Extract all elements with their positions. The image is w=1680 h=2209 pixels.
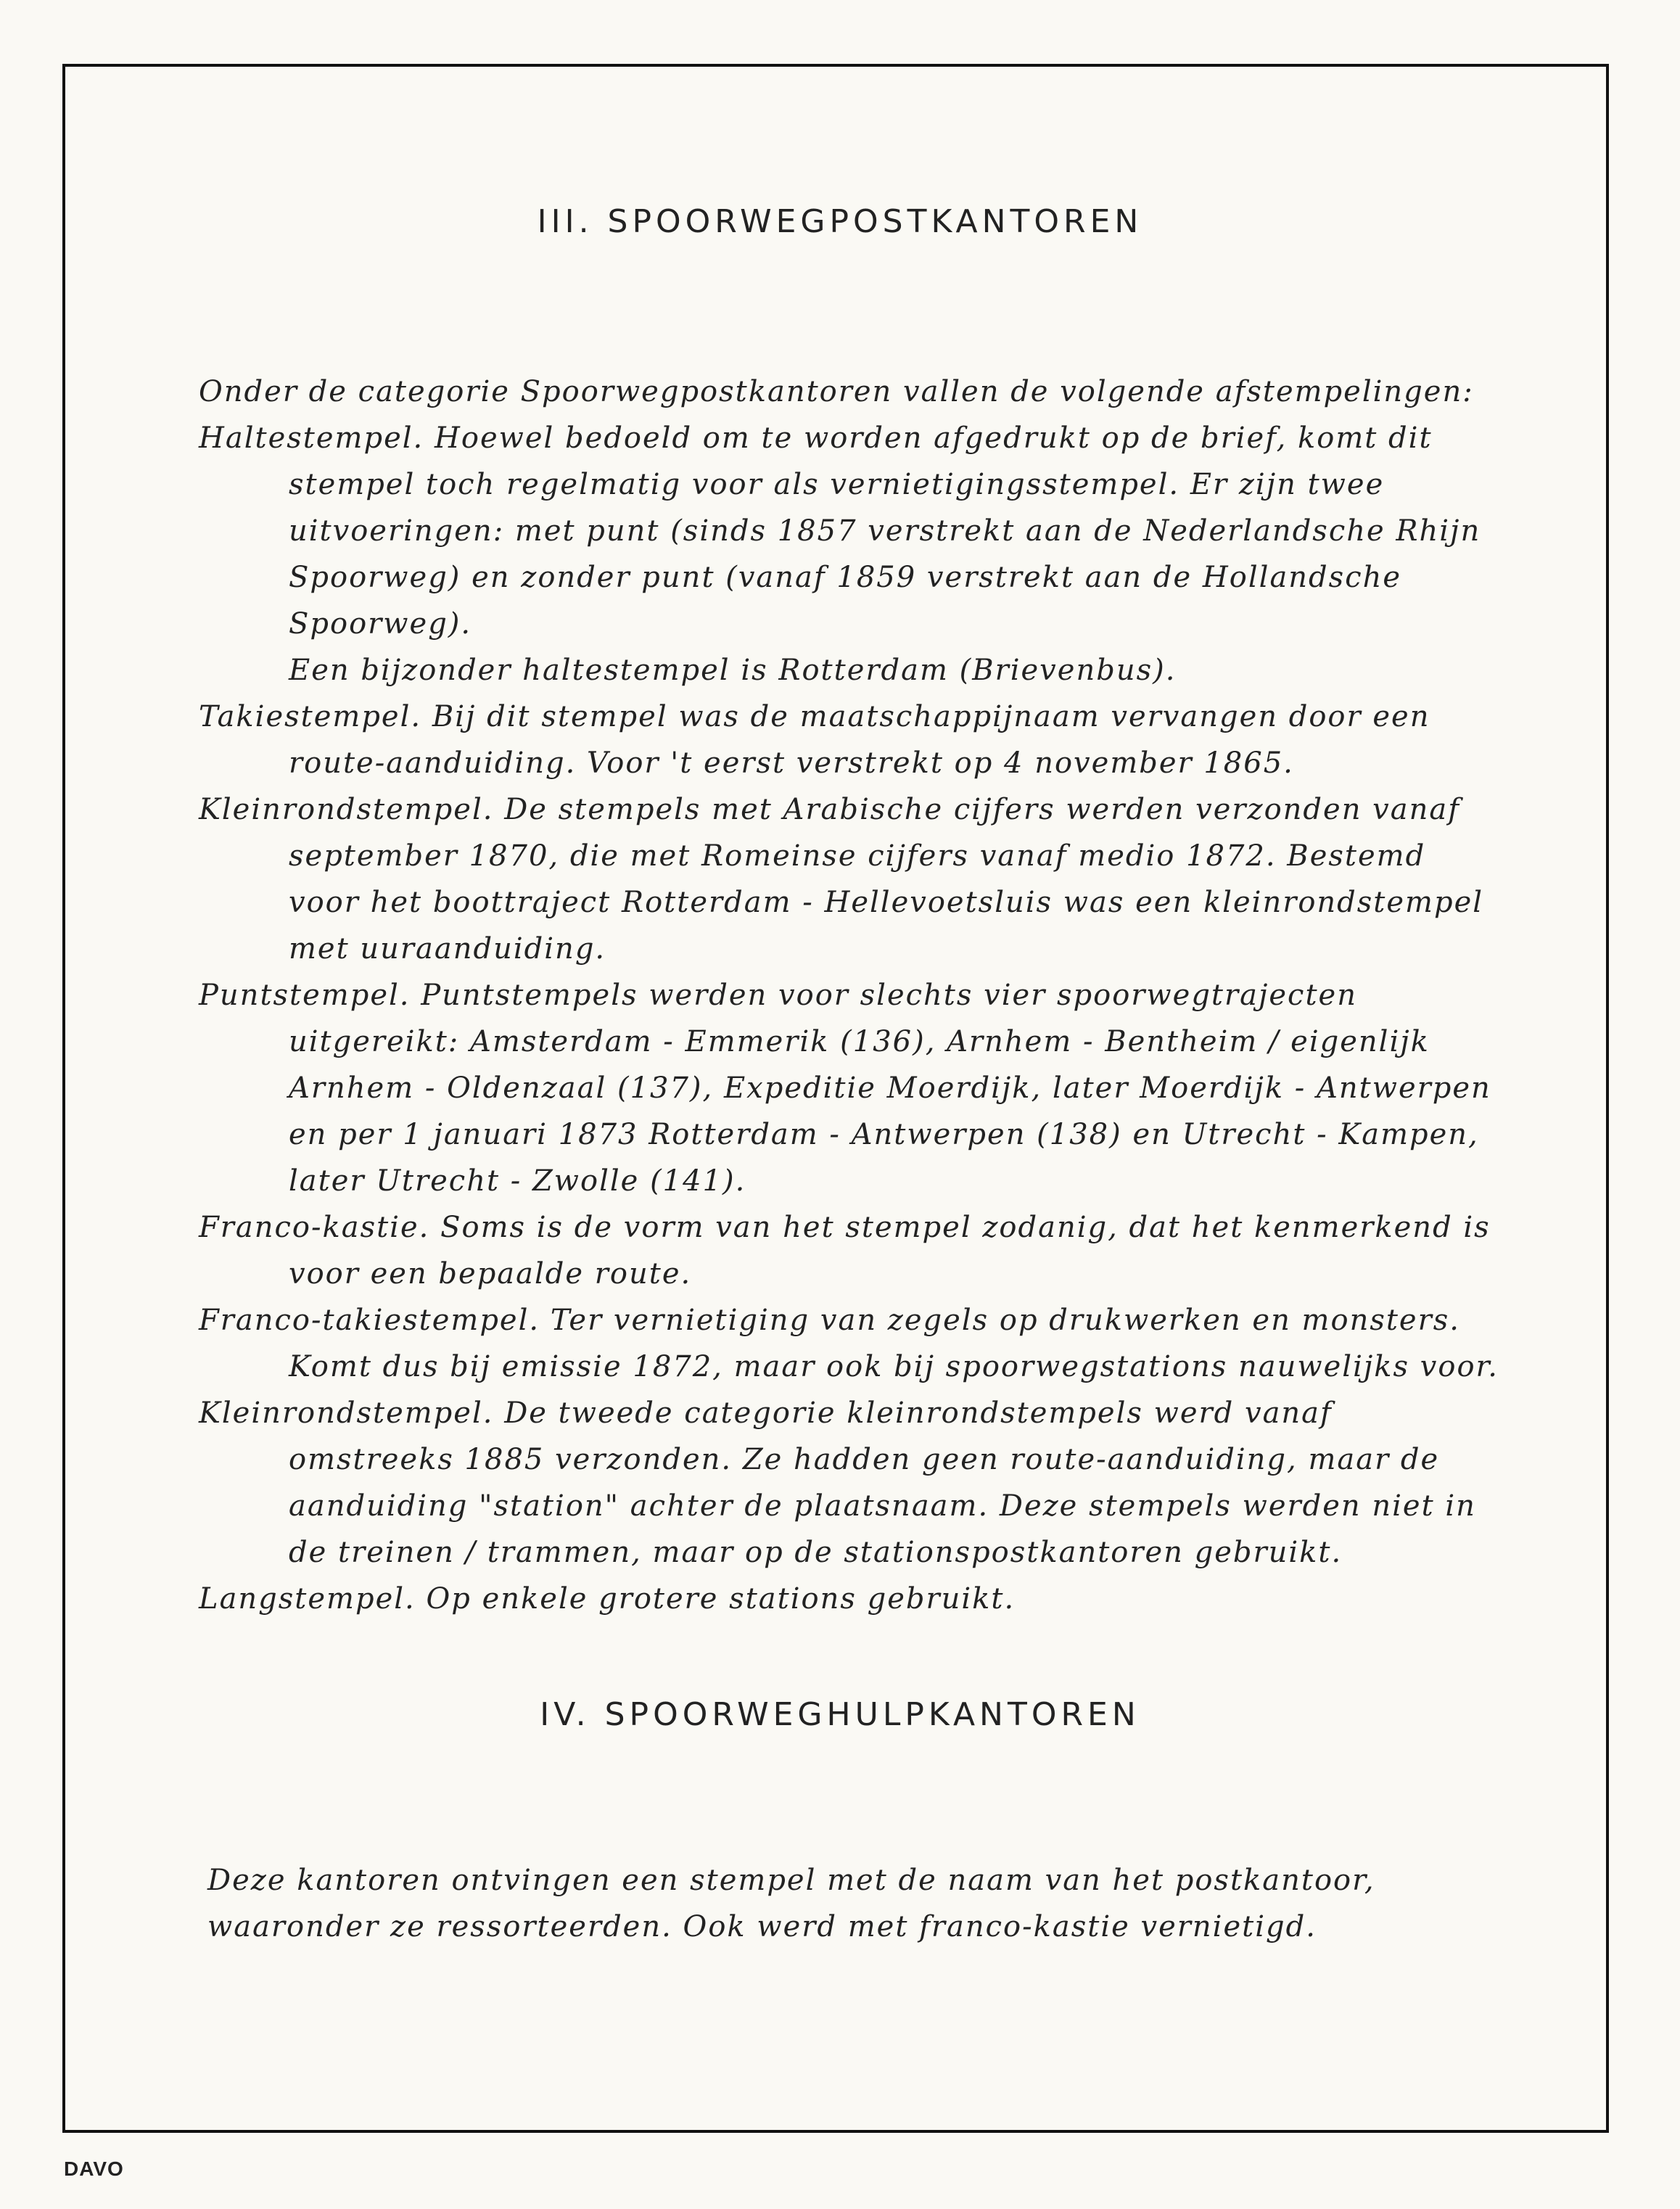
section-intro: Onder de categorie Spoorwegpostkantoren vallen de volgende afstempelingen: <box>199 375 1474 408</box>
section-body-iv <box>207 1857 1513 1950</box>
footer-mark: DAVO <box>64 2157 124 2180</box>
entry-term: Franco-kastie. <box>199 1211 430 1244</box>
entry-term: Puntstempel. <box>199 979 411 1012</box>
entry-text: Op enkele grotere stations gebruikt. <box>426 1582 1016 1616</box>
section-heading-iv: IV. SPOORWEGHULPKANTOREN <box>540 1696 1140 1733</box>
entry-term: Franco-takiestempel. <box>199 1304 540 1337</box>
section-heading-iii: III. SPOORWEGPOSTKANTOREN <box>537 203 1143 240</box>
entry-puntstempel <box>199 972 1504 1204</box>
entry-term: Kleinrondstempel. <box>199 793 494 826</box>
entry-langstempel <box>199 1576 1504 1622</box>
entry-takiestempel <box>199 694 1504 786</box>
section-iv-text: Deze kantoren ontvingen een stempel met de naam van het postkantoor, waaronder ze ressorteerden. Ook werd met franco-kastie vernietigd. <box>207 1864 1375 1943</box>
entry-kleinrondstempel-2 <box>199 1390 1504 1576</box>
entry-text: Soms is de vorm van het stempel zodanig, dat het kenmerkend is voor een bepaalde route. <box>289 1211 1491 1291</box>
entry-note: Een bijzonder haltestempel is Rotterdam (Brievenbus). <box>289 654 1177 687</box>
entry-text: Bij dit stempel was de maatschappijnaam vervangen door een route-aanduiding. Voor 't eerst verstrekt op 4 november 1865. <box>289 700 1430 780</box>
entry-franco-kastie <box>199 1204 1504 1297</box>
entry-text: Puntstempels werden voor slechts vier spoorwegtrajecten uitgereikt: Amsterdam - Emmerik (136), Arnhem - Bentheim / eigenlijk Arnhem - Oldenzaal (137), Expeditie Moerdijk, later Moerdijk - Antwerpen en per 1 januari 1873 Rotterdam - Antwerpen (138) en Utrecht - Kampen, later Utrecht - Zwolle (141). <box>289 979 1491 1198</box>
entry-kleinrondstempel-1 <box>199 786 1504 972</box>
section-body-iii <box>199 369 1504 1622</box>
entry-haltestempel <box>199 415 1504 647</box>
entry-term: Langstempel. <box>199 1582 416 1616</box>
entry-franco-takiestempel <box>199 1297 1504 1390</box>
entry-text: De tweede categorie kleinrondstempels werd vanaf omstreeks 1885 verzonden. Ze hadden geen route-aanduiding, maar de aanduiding "station" achter de plaatsnaam. Deze stempels werden niet in de treinen / trammen, maar op de stationspostkantoren gebruikt. <box>289 1396 1476 1569</box>
entry-term: Haltestempel. <box>199 421 424 455</box>
entry-text: Ter vernietiging van zegels op drukwerken en monsters. Komt dus bij emissie 1872, maar ook bij spoorwegstations nauwelijks voor. <box>289 1304 1499 1383</box>
entry-text: De stempels met Arabische cijfers werden verzonden vanaf september 1870, die met Romeinse cijfers vanaf medio 1872. Bestemd voor het boottraject Rotterdam - Hellevoetsluis was een kleinrondstempel met uuraanduiding. <box>289 793 1484 966</box>
entry-term: Kleinrondstempel. <box>199 1396 494 1430</box>
entry-text: Hoewel bedoeld om te worden afgedrukt op de brief, komt dit stempel toch regelmatig voor als vernietigingsstempel. Er zijn twee uitvoeringen: met punt (sinds 1857 verstrekt aan de Nederlandsche Rhijn Spoorweg) en zonder punt (vanaf 1859 verstrekt aan de Hollandsche Spoorweg). <box>289 421 1481 641</box>
entry-term: Takiestempel. <box>199 700 422 733</box>
